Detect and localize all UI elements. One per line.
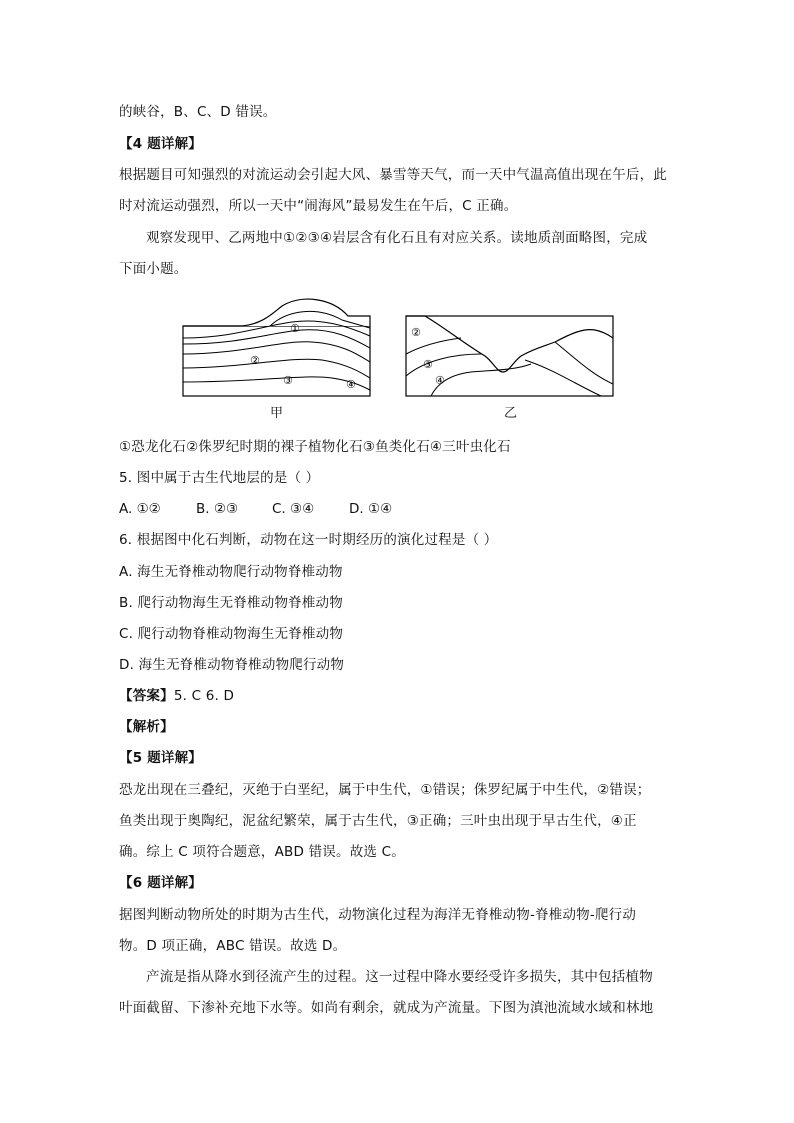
text-line: 物。D 项正确，ABC 错误。故选 D。 bbox=[119, 938, 347, 954]
text-line: 叶面截留、下渗补充地下水等。如尚有剩余，就成为产流量。下图为滇池流域水域和林地 bbox=[119, 1000, 654, 1016]
q6-option-b: B. 爬行动物海生无脊椎动物脊椎动物 bbox=[119, 595, 343, 611]
question-6: 6. 根据图中化石判断，动物在这一时期经历的演化过程是（ ） bbox=[119, 532, 498, 548]
q5-option-a: A. ①② bbox=[119, 501, 161, 517]
text-line: 鱼类出现于奥陶纪，泥盆纪繁荣，属于古生代，③正确；三叶虫出现于早古生代，④正 bbox=[119, 813, 637, 829]
section-heading: 【5 题详解】 bbox=[119, 750, 202, 766]
layer-label-2: ② bbox=[411, 326, 421, 339]
q5-option-c: C. ③④ bbox=[272, 501, 315, 517]
layer-label-2: ② bbox=[250, 354, 260, 367]
text-line: 下面小题。 bbox=[119, 261, 188, 277]
q5-option-b: B. ②③ bbox=[196, 501, 239, 517]
analysis-heading: 【解析】 bbox=[119, 719, 174, 735]
q6-option-c: C. 爬行动物脊椎动物海生无脊椎动物 bbox=[119, 626, 344, 642]
section-heading: 【6 题详解】 bbox=[119, 875, 202, 891]
text-line: 产流是指从降水到径流产生的过程。这一过程中降水要经受许多损失，其中包括植物 bbox=[146, 969, 653, 985]
text-line: 确。综上 C 项符合题意，ABD 错误。故选 C。 bbox=[119, 844, 405, 860]
text-line: 时对流运动强烈，所以一天中“闹海风”最易发生在午后，C 正确。 bbox=[119, 198, 518, 214]
answer-label: 【答案】 bbox=[119, 688, 174, 704]
text-line: 据图判断动物所处的时期为古生代，动物演化过程为海洋无脊椎动物-脊椎动物-爬行动 bbox=[119, 907, 637, 923]
layer-label-3: ③ bbox=[423, 358, 433, 371]
layer-label-4: ④ bbox=[346, 378, 356, 391]
q5-option-d: D. ①④ bbox=[349, 501, 393, 517]
figure-caption-yi: 乙 bbox=[504, 406, 518, 421]
text-line: 恐龙出现在三叠纪，灭绝于白垩纪，属于中生代，①错误；侏罗纪属于中生代，②错误； bbox=[119, 782, 651, 798]
geologic-profile-yi bbox=[405, 314, 615, 398]
answer-value: 5. C 6. D bbox=[173, 688, 235, 704]
text-line: 的峡谷，B、C、D 错误。 bbox=[119, 104, 277, 120]
geologic-profile-jia bbox=[182, 296, 372, 398]
text-line: 观察发现甲、乙两地中①②③④岩层含有化石且有对应关系。读地质剖面略图，完成 bbox=[146, 230, 648, 246]
q6-option-d: D. 海生无脊椎动物脊椎动物爬行动物 bbox=[119, 657, 345, 673]
layer-label-1: ① bbox=[290, 322, 300, 335]
answer-line bbox=[119, 688, 234, 704]
q6-option-a: A. 海生无脊椎动物爬行动物脊椎动物 bbox=[119, 564, 343, 580]
fossil-legend: ①恐龙化石②侏罗纪时期的裸子植物化石③鱼类化石④三叶虫化石 bbox=[119, 439, 511, 455]
figure-caption-jia: 甲 bbox=[270, 406, 284, 421]
text-line: 根据题目可知强烈的对流运动会引起大风、暴雪等天气，而一天中气温高值出现在午后，此 bbox=[119, 167, 667, 183]
layer-label-4: ④ bbox=[435, 374, 445, 387]
question-5: 5. 图中属于古生代地层的是（ ） bbox=[119, 470, 320, 486]
section-heading: 【4 题详解】 bbox=[119, 136, 202, 152]
layer-label-3: ③ bbox=[283, 374, 293, 387]
